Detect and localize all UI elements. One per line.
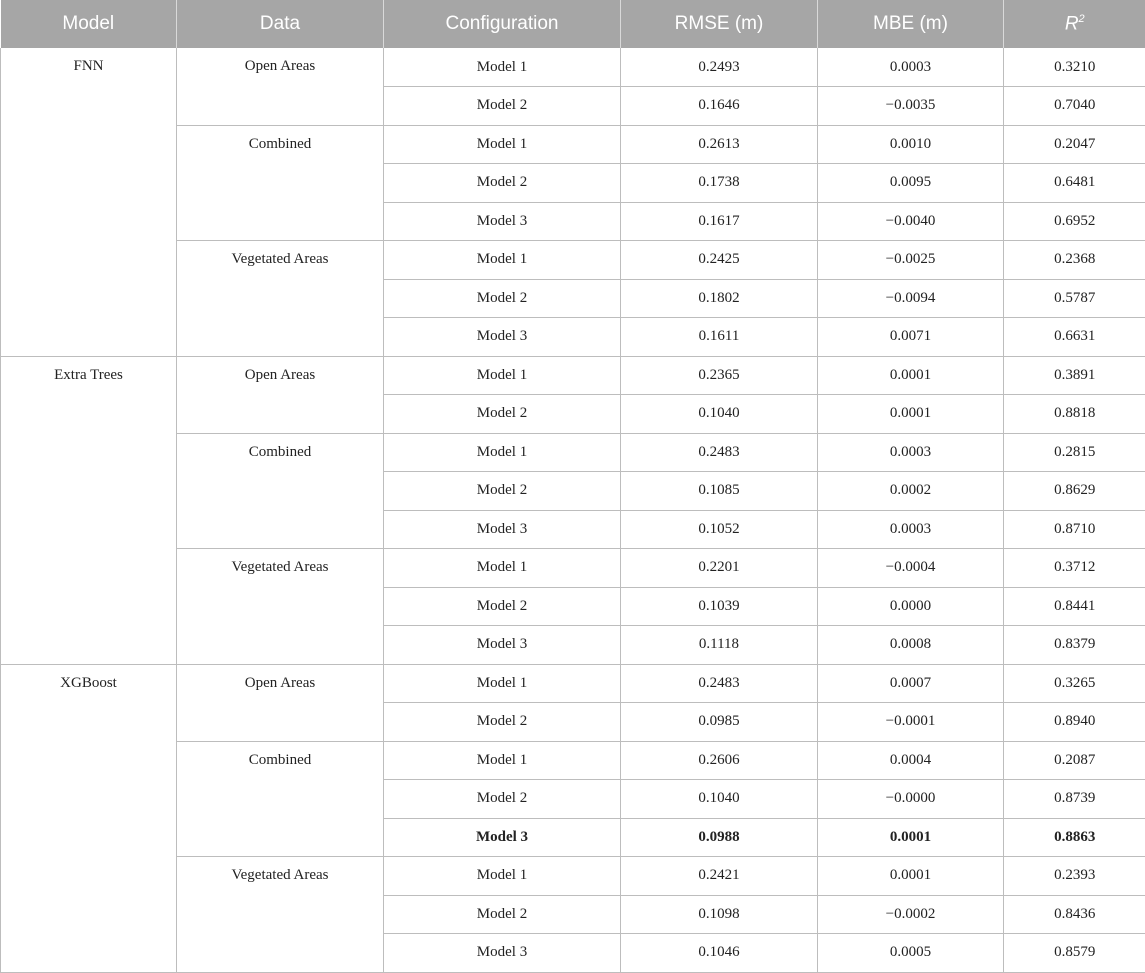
data-cell: Open Areas	[177, 48, 384, 125]
mbe-cell: −0.0004	[818, 549, 1004, 588]
r2-cell: 0.8739	[1004, 780, 1145, 819]
mbe-cell: 0.0008	[818, 626, 1004, 665]
r2-cell: 0.8379	[1004, 626, 1145, 665]
model-cell: XGBoost	[1, 664, 177, 972]
data-cell: Vegetated Areas	[177, 857, 384, 973]
model-cell: Extra Trees	[1, 356, 177, 664]
header-row	[1, 0, 1145, 48]
rmse-cell: 0.2483	[621, 433, 818, 472]
r2-cell: 0.3891	[1004, 356, 1145, 395]
header-data: Data	[177, 0, 384, 48]
r2-cell: 0.2815	[1004, 433, 1145, 472]
config-cell: Model 1	[384, 48, 621, 87]
r2-cell: 0.8940	[1004, 703, 1145, 742]
r2-cell: 0.7040	[1004, 87, 1145, 126]
rmse-cell: 0.1802	[621, 279, 818, 318]
mbe-cell: −0.0000	[818, 780, 1004, 819]
r2-cell: 0.6631	[1004, 318, 1145, 357]
r2-cell: 0.2047	[1004, 125, 1145, 164]
rmse-cell: 0.1611	[621, 318, 818, 357]
config-cell: Model 2	[384, 472, 621, 511]
config-cell: Model 2	[384, 780, 621, 819]
rmse-cell: 0.1039	[621, 587, 818, 626]
mbe-cell: −0.0040	[818, 202, 1004, 241]
mbe-cell: 0.0001	[818, 818, 1004, 857]
config-cell: Model 1	[384, 857, 621, 896]
mbe-cell: 0.0005	[818, 934, 1004, 973]
r2-cell: 0.2087	[1004, 741, 1145, 780]
rmse-cell: 0.1085	[621, 472, 818, 511]
r2-cell: 0.8710	[1004, 510, 1145, 549]
header-configuration: Configuration	[384, 0, 621, 48]
rmse-cell: 0.0985	[621, 703, 818, 742]
config-cell: Model 1	[384, 549, 621, 588]
r2-cell: 0.2368	[1004, 241, 1145, 280]
data-cell: Open Areas	[177, 664, 384, 741]
rmse-cell: 0.1052	[621, 510, 818, 549]
rmse-cell: 0.1617	[621, 202, 818, 241]
data-cell: Combined	[177, 433, 384, 549]
rmse-cell: 0.2425	[621, 241, 818, 280]
model-cell: FNN	[1, 48, 177, 356]
rmse-cell: 0.1738	[621, 164, 818, 203]
mbe-cell: −0.0094	[818, 279, 1004, 318]
mbe-cell: 0.0007	[818, 664, 1004, 703]
config-cell: Model 2	[384, 279, 621, 318]
header-r2-sup: 2	[1079, 13, 1085, 25]
r2-cell: 0.6481	[1004, 164, 1145, 203]
rmse-cell: 0.2613	[621, 125, 818, 164]
config-cell: Model 2	[384, 164, 621, 203]
mbe-cell: 0.0004	[818, 741, 1004, 780]
rmse-cell: 0.2365	[621, 356, 818, 395]
config-cell: Model 2	[384, 895, 621, 934]
config-cell: Model 2	[384, 87, 621, 126]
r2-cell: 0.8818	[1004, 395, 1145, 434]
table-row	[1, 356, 1145, 395]
rmse-cell: 0.1040	[621, 780, 818, 819]
mbe-cell: 0.0071	[818, 318, 1004, 357]
mbe-cell: 0.0001	[818, 395, 1004, 434]
config-cell: Model 1	[384, 356, 621, 395]
mbe-cell: 0.0000	[818, 587, 1004, 626]
r2-cell: 0.8436	[1004, 895, 1145, 934]
mbe-cell: 0.0003	[818, 510, 1004, 549]
r2-cell: 0.2393	[1004, 857, 1145, 896]
rmse-cell: 0.2421	[621, 857, 818, 896]
config-cell: Model 1	[384, 241, 621, 280]
r2-cell: 0.3210	[1004, 48, 1145, 87]
table-row	[1, 664, 1145, 703]
config-cell: Model 1	[384, 664, 621, 703]
mbe-cell: −0.0035	[818, 87, 1004, 126]
config-cell: Model 3	[384, 626, 621, 665]
rmse-cell: 0.1118	[621, 626, 818, 665]
mbe-cell: 0.0003	[818, 433, 1004, 472]
rmse-cell: 0.1098	[621, 895, 818, 934]
config-cell: Model 3	[384, 934, 621, 973]
r2-cell: 0.8441	[1004, 587, 1145, 626]
config-cell: Model 3	[384, 510, 621, 549]
r2-cell: 0.3265	[1004, 664, 1145, 703]
rmse-cell: 0.1046	[621, 934, 818, 973]
header-mbe: MBE (m)	[818, 0, 1004, 48]
mbe-cell: −0.0002	[818, 895, 1004, 934]
rmse-cell: 0.1040	[621, 395, 818, 434]
r2-cell: 0.5787	[1004, 279, 1145, 318]
table-row	[1, 48, 1145, 87]
mbe-cell: 0.0095	[818, 164, 1004, 203]
config-cell: Model 1	[384, 433, 621, 472]
header-model: Model	[1, 0, 177, 48]
r2-cell: 0.8863	[1004, 818, 1145, 857]
mbe-cell: 0.0002	[818, 472, 1004, 511]
mbe-cell: 0.0010	[818, 125, 1004, 164]
config-cell: Model 2	[384, 703, 621, 742]
data-cell: Combined	[177, 125, 384, 241]
header-rmse: RMSE (m)	[621, 0, 818, 48]
rmse-cell: 0.2606	[621, 741, 818, 780]
mbe-cell: −0.0001	[818, 703, 1004, 742]
mbe-cell: −0.0025	[818, 241, 1004, 280]
config-cell: Model 2	[384, 587, 621, 626]
r2-cell: 0.8579	[1004, 934, 1145, 973]
config-cell: Model 3	[384, 818, 621, 857]
mbe-cell: 0.0001	[818, 356, 1004, 395]
table-body	[1, 48, 1145, 972]
rmse-cell: 0.2201	[621, 549, 818, 588]
header-r2	[1004, 0, 1145, 48]
config-cell: Model 3	[384, 202, 621, 241]
data-cell: Vegetated Areas	[177, 241, 384, 357]
table-header	[1, 0, 1145, 48]
rmse-cell: 0.2493	[621, 48, 818, 87]
r2-cell: 0.6952	[1004, 202, 1145, 241]
rmse-cell: 0.1646	[621, 87, 818, 126]
mbe-cell: 0.0001	[818, 857, 1004, 896]
data-cell: Vegetated Areas	[177, 549, 384, 665]
config-cell: Model 2	[384, 395, 621, 434]
r2-cell: 0.3712	[1004, 549, 1145, 588]
config-cell: Model 3	[384, 318, 621, 357]
config-cell: Model 1	[384, 125, 621, 164]
rmse-cell: 0.0988	[621, 818, 818, 857]
data-cell: Open Areas	[177, 356, 384, 433]
header-r2-base: R	[1065, 13, 1079, 34]
r2-cell: 0.8629	[1004, 472, 1145, 511]
data-cell: Combined	[177, 741, 384, 857]
mbe-cell: 0.0003	[818, 48, 1004, 87]
rmse-cell: 0.2483	[621, 664, 818, 703]
config-cell: Model 1	[384, 741, 621, 780]
